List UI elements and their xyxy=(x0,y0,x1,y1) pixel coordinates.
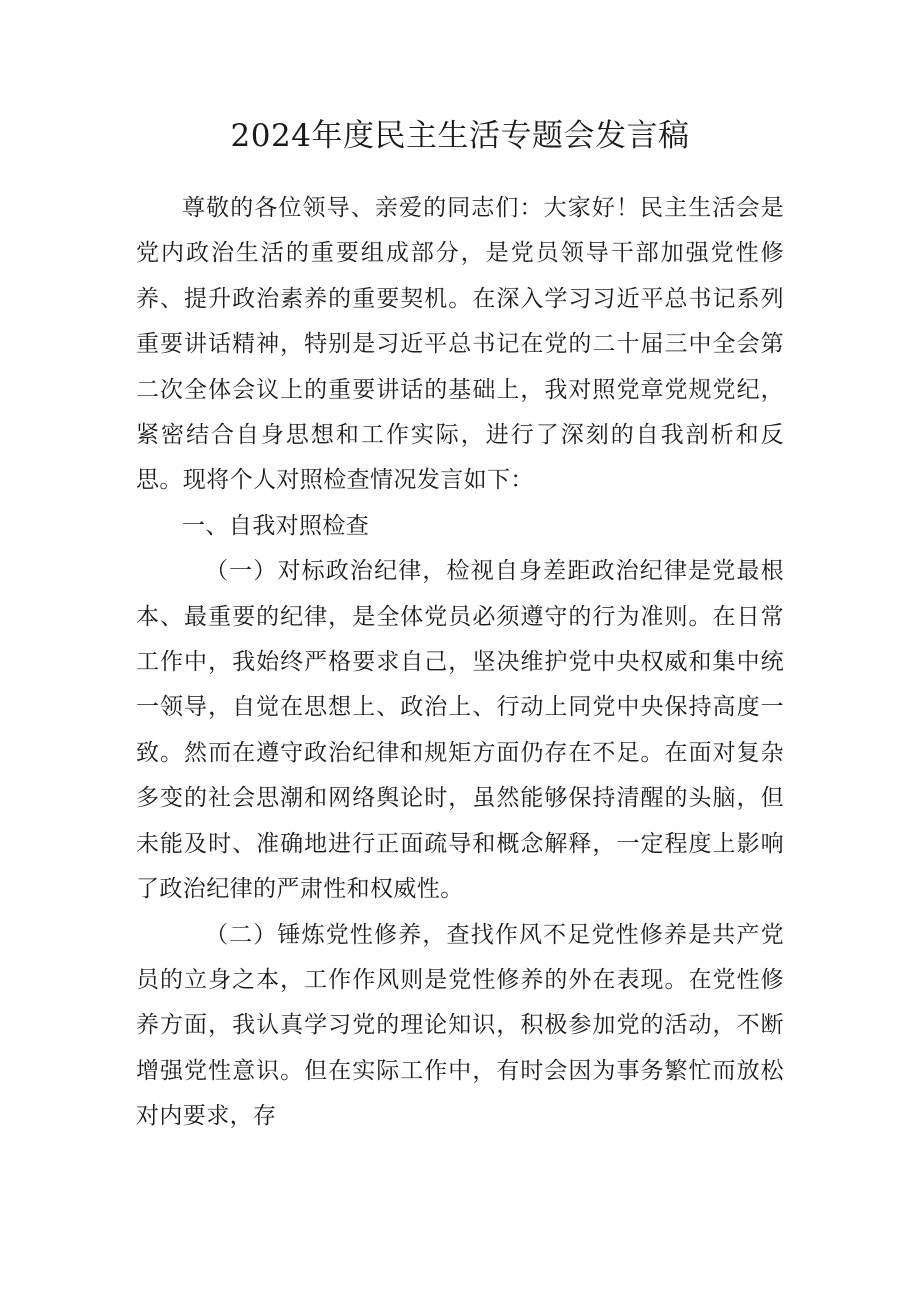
section-heading-1: 一、自我对照检查 xyxy=(182,512,370,539)
document-title: 2024年度民主生活专题会发言稿 xyxy=(230,118,690,154)
subsection-paragraph-2: （二）锤炼党性修养，查找作风不足党性修养是共产党员的立身之本，工作作风则是党性修养的外在表现。在党性修养方面，我认真学习党的理论知识，积极参加党的活动，不断增强党性意识。但在实际工作中，有时会因为事务繁忙而放松对内要求，存 xyxy=(136,921,784,1130)
subsection-paragraph-1: （一）对标政治纪律，检视自身差距政治纪律是党最根本、最重要的纪律，是全体党员必须遵守的行为准则。在日常工作中，我始终严格要求自己，坚决维护党中央权威和集中统一领导，自觉在思想上、政治上、行动上同党中央保持高度一致。然而在遵守政治纪律和规矩方面仍存在不足。在面对复杂多变的社会思潮和网络舆论时，虽然能够保持清醒的头脑，但未能及时、准确地进行正面疏导和概念解释，一定程度上影响了政治纪律的严肃性和权威性。 xyxy=(136,558,784,903)
opening-paragraph: 尊敬的各位领导、亲爱的同志们：大家好！民主生活会是党内政治生活的重要组成部分，是党员领导干部加强党性修养、提升政治素养的重要契机。在深入学习习近平总书记系列重要讲话精神，特别是习近平总书记在党的二十届三中全会第二次全体会议上的重要讲话的基础上，我对照党章党规党纪，紧密结合自身思想和工作实际，进行了深刻的自我剖析和反思。现将个人对照检查情况发言如下： xyxy=(136,195,784,494)
document-body xyxy=(136,186,784,1140)
